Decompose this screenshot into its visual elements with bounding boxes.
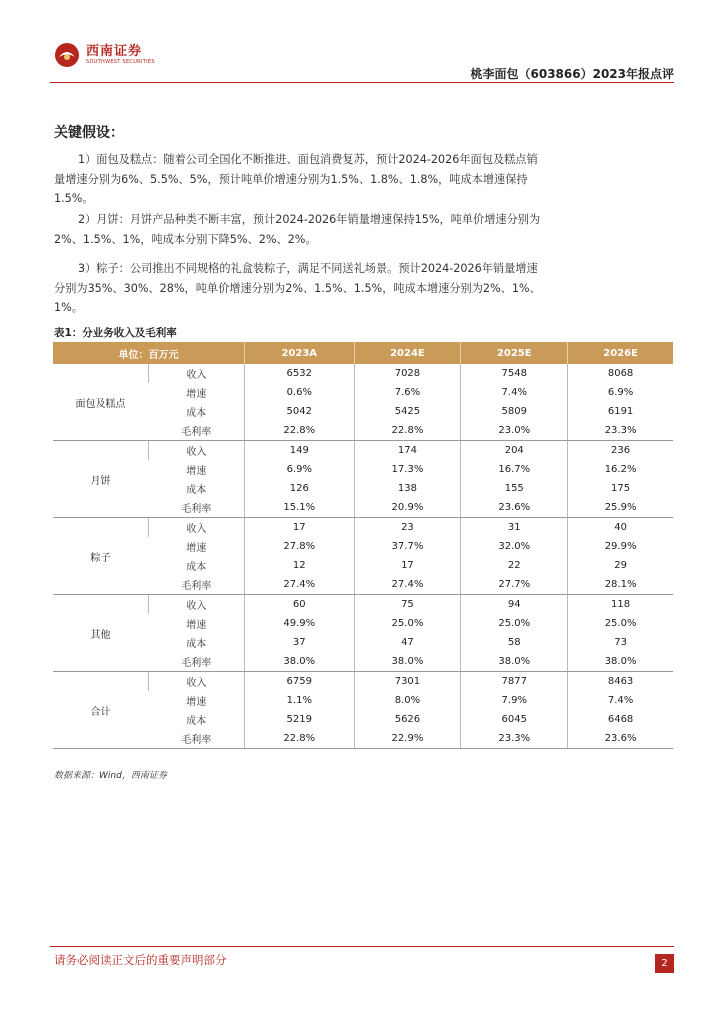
table-cell: 6532 [245, 364, 355, 383]
table-cell: 174 [354, 441, 461, 461]
page-header [50, 38, 674, 83]
table-cell: 5425 [354, 402, 461, 421]
table-cell: 6468 [568, 710, 673, 729]
table-cell: 7877 [461, 672, 568, 692]
table-cell: 17 [354, 556, 461, 575]
row-label: 成本 [186, 485, 207, 496]
table-cell: 16.2% [568, 460, 673, 479]
segment-revenue-table [53, 342, 673, 749]
row-label: 毛利率 [149, 421, 245, 441]
table-cell: 22.8% [245, 421, 355, 441]
table-header-row [53, 342, 673, 364]
table-cell: 29.9% [568, 537, 673, 556]
column-header: 2026E [568, 342, 673, 364]
table-cell: 149 [245, 441, 355, 461]
table-cell: 20.9% [354, 498, 461, 518]
logo-chinese-text: 西南证券 [86, 44, 143, 59]
group-label: 合计 [53, 672, 149, 749]
table-cell: 7.6% [354, 383, 461, 402]
column-header: 2023A [245, 342, 355, 364]
footer-disclaimer: 请务必阅读正文后的重要声明部分 [54, 953, 227, 967]
table-cell: 22.8% [245, 729, 355, 749]
table-cell: 22 [461, 556, 568, 575]
table-cell: 6191 [568, 402, 673, 421]
footer-divider [50, 946, 674, 947]
row-label: 毛利率 [149, 652, 245, 672]
table-caption: 表1：分业务收入及毛利率 [54, 327, 177, 339]
table-cell: 17 [245, 518, 355, 538]
table-cell: 38.0% [568, 652, 673, 672]
table-cell: 6.9% [568, 383, 673, 402]
table-cell: 49.9% [245, 614, 355, 633]
table-cell: 15.1% [245, 498, 355, 518]
unit-header: 单位：百万元 [53, 342, 245, 364]
group-label: 面包及糕点 [53, 364, 149, 441]
group-label: 月饼 [53, 441, 149, 518]
table-cell: 5042 [245, 402, 355, 421]
table-cell: 27.8% [245, 537, 355, 556]
row-label: 成本 [186, 408, 207, 419]
table-cell: 175 [568, 479, 673, 498]
table-cell: 29 [568, 556, 673, 575]
table-cell: 6759 [245, 672, 355, 692]
table-cell: 27.7% [461, 575, 568, 595]
column-header: 2024E [354, 342, 461, 364]
row-label: 增速 [186, 389, 207, 400]
row-label: 增速 [186, 697, 207, 708]
table-cell: 23 [354, 518, 461, 538]
table-cell: 28.1% [568, 575, 673, 595]
table-cell: 236 [568, 441, 673, 461]
table-cell: 8068 [568, 364, 673, 383]
table-cell: 25.0% [568, 614, 673, 633]
table-cell: 25.9% [568, 498, 673, 518]
table-cell: 38.0% [461, 652, 568, 672]
table-cell: 27.4% [354, 575, 461, 595]
table-row [53, 672, 673, 692]
company-logo [54, 42, 155, 68]
table-cell: 23.3% [461, 729, 568, 749]
table-cell: 40 [568, 518, 673, 538]
table-cell: 75 [354, 595, 461, 615]
table-cell: 138 [354, 479, 461, 498]
row-label: 成本 [186, 639, 207, 650]
table-cell: 8.0% [354, 691, 461, 710]
table-cell: 0.6% [245, 383, 355, 402]
table-body [53, 364, 673, 749]
table-cell: 23.6% [568, 729, 673, 749]
table-cell: 5809 [461, 402, 568, 421]
data-source: 数据来源：Wind，西南证券 [54, 771, 167, 781]
table-cell: 16.7% [461, 460, 568, 479]
table-cell: 7.4% [461, 383, 568, 402]
table-cell: 32.0% [461, 537, 568, 556]
table-cell: 204 [461, 441, 568, 461]
table-cell: 73 [568, 633, 673, 652]
table-cell: 5219 [245, 710, 355, 729]
table-cell: 31 [461, 518, 568, 538]
row-label: 收入 [149, 672, 245, 692]
table-cell: 7301 [354, 672, 461, 692]
table-cell: 23.6% [461, 498, 568, 518]
table-cell: 8463 [568, 672, 673, 692]
row-label: 增速 [186, 466, 207, 477]
paragraph-bread: 1）面包及糕点：随着公司全国化不断推进、面包消费复苏，预计2024-2026年面包及糕点销量增速分别为6%、5.5%、5%，预计吨单价增速分别为1.5%、1.8%、1.8%，吨成本增速保持1.5%。 [54, 153, 538, 205]
row-label: 毛利率 [149, 498, 245, 518]
table-cell: 47 [354, 633, 461, 652]
row-label: 成本 [186, 562, 207, 573]
table-cell: 6.9% [245, 460, 355, 479]
row-label: 毛利率 [149, 575, 245, 595]
table-cell: 94 [461, 595, 568, 615]
table-cell: 5626 [354, 710, 461, 729]
paragraph-mooncake: 2）月饼：月饼产品种类不断丰富，预计2024-2026年销量增速保持15%，吨单价增速分别为2%、1.5%、1%，吨成本分别下降5%、2%、2%。 [54, 213, 541, 246]
table-cell: 23.3% [568, 421, 673, 441]
table-cell: 23.0% [461, 421, 568, 441]
column-header: 2025E [461, 342, 568, 364]
table-cell: 38.0% [354, 652, 461, 672]
table-row [53, 595, 673, 615]
table-cell: 126 [245, 479, 355, 498]
table-cell: 17.3% [354, 460, 461, 479]
table-cell: 37.7% [354, 537, 461, 556]
row-label: 增速 [186, 620, 207, 631]
table-cell: 60 [245, 595, 355, 615]
table-cell: 25.0% [461, 614, 568, 633]
row-label: 成本 [186, 716, 207, 727]
table-cell: 22.8% [354, 421, 461, 441]
table-cell: 7548 [461, 364, 568, 383]
table-cell: 27.4% [245, 575, 355, 595]
section-title: 关键假设： [54, 125, 124, 141]
table-cell: 7028 [354, 364, 461, 383]
row-label: 收入 [149, 364, 245, 383]
logo-icon [54, 42, 80, 68]
group-label: 其他 [53, 595, 149, 672]
table-cell: 38.0% [245, 652, 355, 672]
table-row [53, 518, 673, 538]
table-row [53, 364, 673, 383]
row-label: 收入 [149, 441, 245, 461]
row-label: 增速 [186, 543, 207, 554]
group-label: 粽子 [53, 518, 149, 595]
paragraph-zongzi: 3）粽子：公司推出不同规格的礼盒装粽子，满足不同送礼场景。预计2024-2026年销量增速分别为35%、30%、28%，吨单价增速分别为2%、1.5%、1.5%，吨成本增速分别为2%、1%、1%。 [54, 262, 541, 314]
row-label: 收入 [149, 518, 245, 538]
report-title: 桃李面包（603866）2023年报点评 [470, 67, 674, 81]
row-label: 毛利率 [149, 729, 245, 749]
table-cell: 58 [461, 633, 568, 652]
table-row [53, 441, 673, 461]
table-cell: 25.0% [354, 614, 461, 633]
logo-english-text: SOUTHWEST SECURITIES [86, 59, 155, 65]
table-cell: 12 [245, 556, 355, 575]
row-label: 收入 [149, 595, 245, 615]
table-cell: 37 [245, 633, 355, 652]
table-cell: 22.9% [354, 729, 461, 749]
table-cell: 118 [568, 595, 673, 615]
table-cell: 1.1% [245, 691, 355, 710]
table-cell: 155 [461, 479, 568, 498]
table-cell: 6045 [461, 710, 568, 729]
page-number: 2 [655, 954, 674, 973]
table-cell: 7.4% [568, 691, 673, 710]
table-cell: 7.9% [461, 691, 568, 710]
